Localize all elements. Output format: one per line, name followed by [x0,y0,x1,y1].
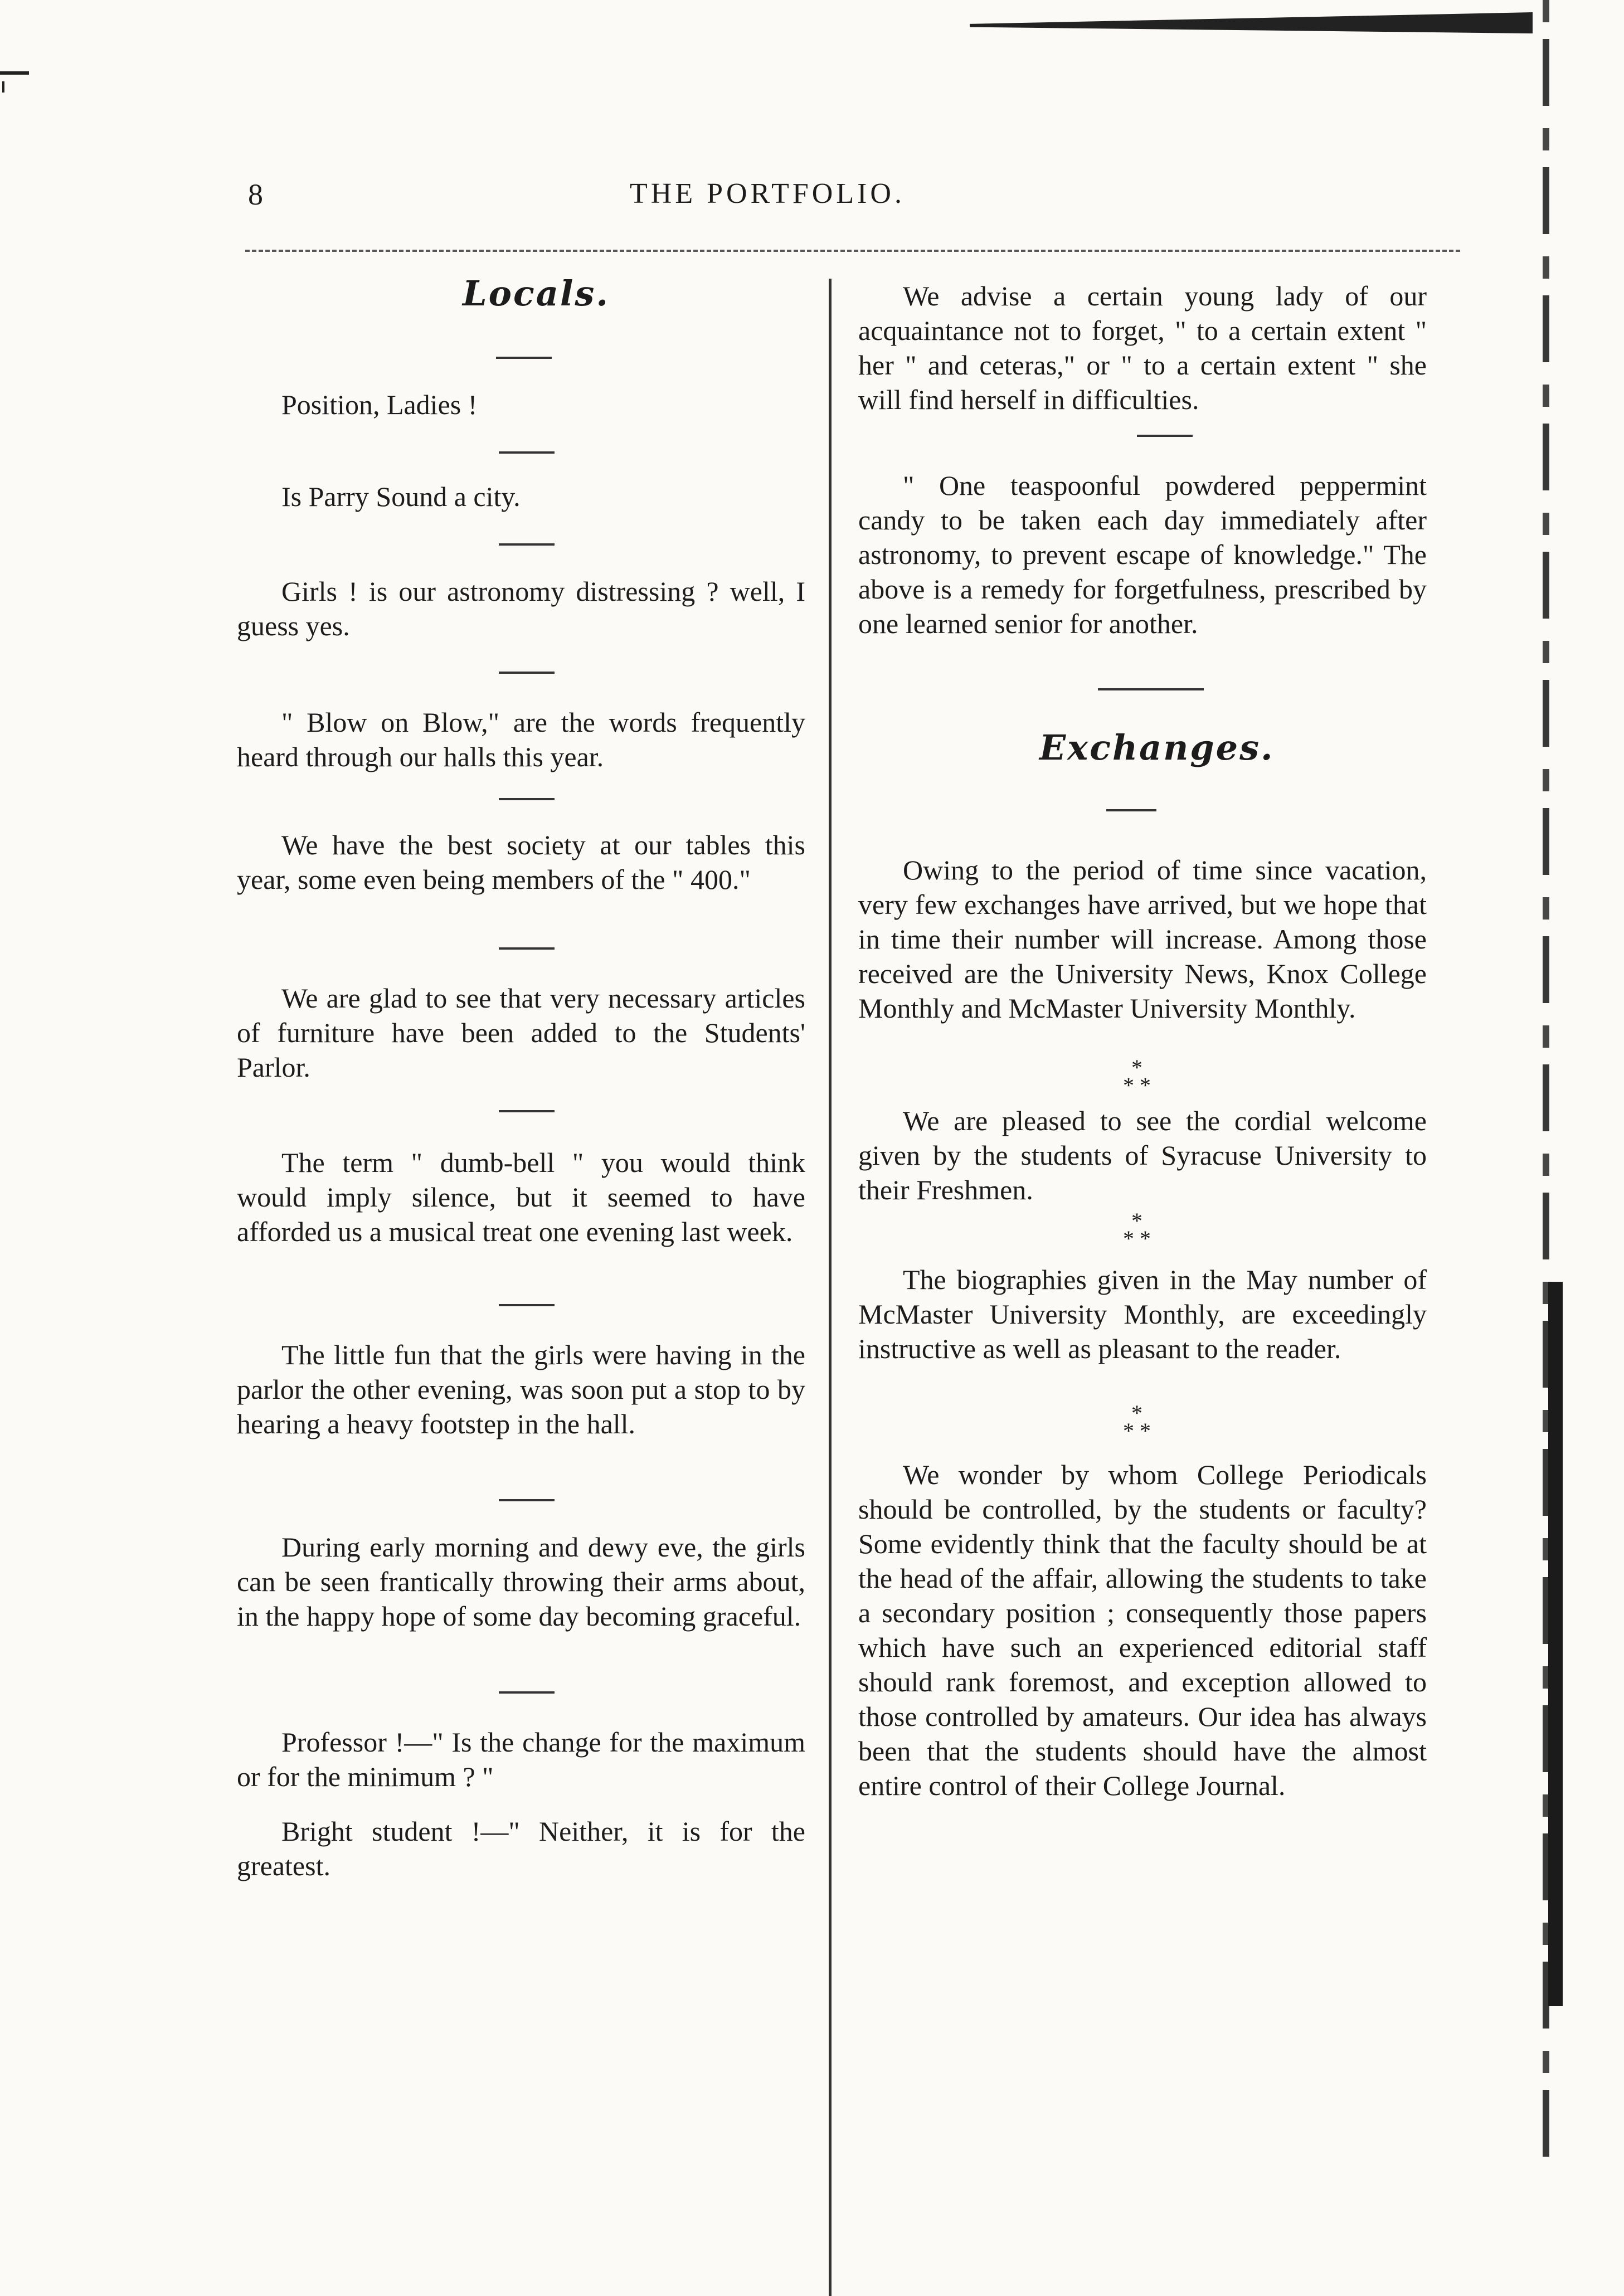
exchange-item [858,1457,1427,1803]
locals-item [858,468,1427,641]
exchange-item-text: We are pleased to see the cordial welcome given by the students of Syracuse University to their Freshmen. [858,1105,1427,1205]
separator [1137,435,1193,437]
separator [1106,809,1156,811]
exchange-item [858,853,1427,1025]
locals-item [237,828,805,897]
exchange-item-text: We wonder by whom College Periodicals should be controlled, by the students or faculty? Some evidently think that the faculty should be at the head of the affair, allowing the students to take a secondary position ; consequently those papers which have such an experienced editorial staff should rank foremost, and exception allowed to those controlled by amateurs. Our idea has always been that the students should have the almost entire control of their College Journal. [858,1459,1427,1801]
margin-mark-tick [2,81,4,93]
exchange-item-text: Owing to the period of time since vacation, very few exchanges have arrived, but we hope that in time their number will increase. Among those received are the University News, Knox College Monthly and McMaster University Monthly. [858,854,1427,1024]
separator [499,672,555,674]
page-edge-shadow [1548,1282,1563,2006]
column-divider [829,279,832,2296]
asterism: * * * [1123,1208,1151,1251]
locals-item [237,1814,805,1883]
separator [499,1691,555,1694]
header-rule [245,250,1460,252]
locals-item [237,1725,805,1794]
separator [499,543,555,546]
locals-item [237,705,805,774]
separator [499,947,555,950]
locals-item-text: The little fun that the girls were having in the parlor the other evening, was soon put a stop to by hearing a heavy footstep in the hall. [237,1339,805,1439]
separator [1098,688,1204,690]
margin-mark [0,71,29,75]
locals-item [237,387,805,422]
separator [499,451,555,454]
separator [499,1304,555,1306]
locals-heading: Locals. [463,273,610,314]
locals-item-text: During early morning and dewy eve, the girls can be seen frantically throwing their arms about, in the happy hope of some day becoming graceful. [237,1531,805,1632]
separator [499,1499,555,1501]
locals-item-text: We advise a certain young lady of our acquaintance not to forget, " to a certain extent " her " and ceteras," or " to a certain extent " she will find herself in difficulties. [858,280,1427,415]
top-printing-rule [970,12,1533,33]
exchange-item-text: The biographies given in the May number of McMaster University Monthly, are exceedingly instructive as well as pleasant to the reader. [858,1264,1427,1364]
locals-item-text: Bright student !—" Neither, it is for the greatest. [237,1816,805,1881]
separator [499,798,555,800]
locals-item-text: Position, Ladies ! [281,389,478,420]
locals-item-text: Professor !—" Is the change for the maximum or for the minimum ? " [237,1726,805,1792]
asterism: * * * [1123,1400,1151,1443]
locals-item [237,1337,805,1441]
locals-item-text: We have the best society at our tables this year, some even being members of the " 400." [237,829,805,895]
exchange-item [858,1262,1427,1366]
locals-item [237,981,805,1084]
locals-item-text: " One teaspoonful powdered peppermint candy to be taken each day immediately after astronomy, to prevent escape of knowledge." The above is a remedy for forgetfulness, prescribed by one learned senior for another. [858,470,1427,639]
locals-item [237,574,805,643]
exchange-item [858,1103,1427,1207]
locals-item-text: Girls ! is our astronomy distressing ? well, I guess yes. [237,576,805,641]
locals-item [237,1145,805,1249]
locals-item-text: Is Parry Sound a city. [281,481,521,512]
locals-item [237,1530,805,1633]
locals-item-text: " Blow on Blow," are the words frequently heard through our halls this year. [237,707,805,772]
exchanges-heading: Exchanges. [1039,727,1275,768]
locals-item-text: We are glad to see that very necessary articles of furniture have been added to the Students' Parlor. [237,982,805,1083]
separator [499,1110,555,1112]
asterism: * * * [1123,1055,1151,1098]
locals-item [237,479,805,514]
page-title: THE PORTFOLIO. [630,178,905,210]
page-number: 8 [248,178,263,211]
locals-item [858,279,1427,417]
separator [496,357,552,359]
locals-item-text: The term " dumb-bell " you would think would imply silence, but it seemed to have afforded us a musical treat one evening last week. [237,1147,805,1247]
